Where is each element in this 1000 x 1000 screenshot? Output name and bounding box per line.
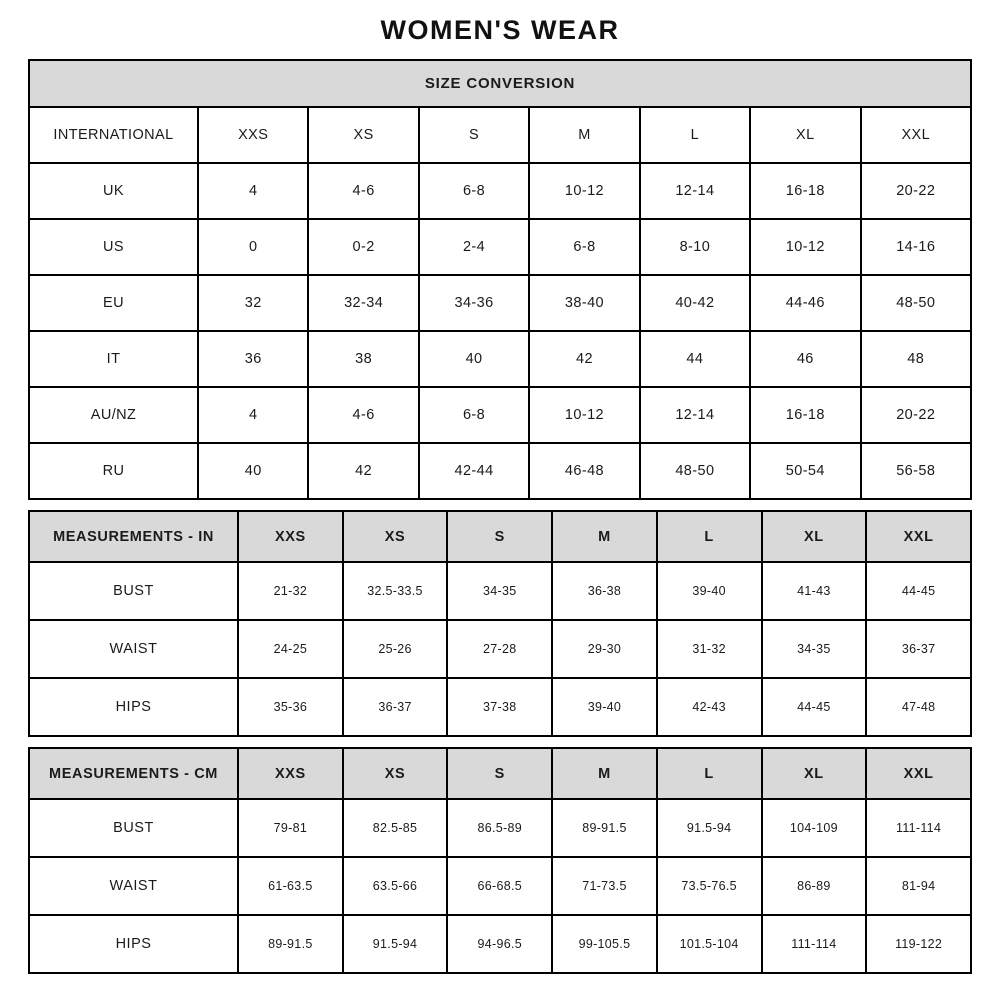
measure-cell: 66-68.5: [447, 857, 552, 915]
size-cell: 12-14: [640, 387, 750, 443]
column-header-xxl: XXL: [866, 748, 971, 799]
size-cell: 50-54: [750, 443, 860, 499]
column-header-m: M: [552, 748, 657, 799]
size-cell: 42: [308, 443, 418, 499]
measure-cell: 35-36: [238, 678, 343, 736]
size-cell: 48-50: [640, 443, 750, 499]
measure-cell: 32.5-33.5: [343, 562, 448, 620]
measure-cell: 89-91.5: [238, 915, 343, 973]
measure-cell: 99-105.5: [552, 915, 657, 973]
measure-cell: 91.5-94: [343, 915, 448, 973]
row-label: WAIST: [29, 857, 238, 915]
measure-cell: 61-63.5: [238, 857, 343, 915]
size-cell: 40: [419, 331, 529, 387]
table-row-ru: [29, 443, 971, 499]
table-row-us: [29, 219, 971, 275]
measure-cell: 34-35: [447, 562, 552, 620]
measurements-cm-table: [28, 747, 972, 974]
table-row: [29, 107, 971, 163]
size-cell: 14-16: [861, 219, 971, 275]
column-header-xl: XL: [762, 748, 867, 799]
row-label: WAIST: [29, 620, 238, 678]
column-header-m: M: [552, 511, 657, 562]
size-cell: 56-58: [861, 443, 971, 499]
size-cell: 16-18: [750, 163, 860, 219]
measurements-in-table: [28, 510, 972, 737]
column-header-xl: XL: [750, 107, 860, 163]
size-cell: 44-46: [750, 275, 860, 331]
row-label: RU: [29, 443, 198, 499]
measure-cell: 71-73.5: [552, 857, 657, 915]
measurements-cm-header: MEASUREMENTS - CM: [29, 748, 238, 799]
table-row-hips: [29, 915, 971, 973]
row-label: HIPS: [29, 915, 238, 973]
measure-cell: 91.5-94: [657, 799, 762, 857]
size-cell: 48: [861, 331, 971, 387]
size-cell: 10-12: [529, 387, 639, 443]
column-header-xs: XS: [308, 107, 418, 163]
size-cell: 48-50: [861, 275, 971, 331]
measure-cell: 29-30: [552, 620, 657, 678]
column-header-xl: XL: [762, 511, 867, 562]
row-label: BUST: [29, 799, 238, 857]
column-header-l: L: [657, 511, 762, 562]
table-banner-row: [29, 60, 971, 107]
page-title: WOMEN'S WEAR: [380, 15, 620, 45]
measure-cell: 94-96.5: [447, 915, 552, 973]
measure-cell: 119-122: [866, 915, 971, 973]
column-header-m: M: [529, 107, 639, 163]
size-conversion-table: [28, 59, 972, 500]
measure-cell: 31-32: [657, 620, 762, 678]
table-row-it: [29, 331, 971, 387]
measure-cell: 36-37: [866, 620, 971, 678]
table-row-aunz: [29, 387, 971, 443]
measure-cell: 36-38: [552, 562, 657, 620]
size-cell: 0-2: [308, 219, 418, 275]
table-row-waist: [29, 857, 971, 915]
measure-cell: 41-43: [762, 562, 867, 620]
measure-cell: 44-45: [866, 562, 971, 620]
column-header-s: S: [447, 511, 552, 562]
column-header-international: INTERNATIONAL: [29, 107, 198, 163]
size-cell: 20-22: [861, 163, 971, 219]
size-cell: 8-10: [640, 219, 750, 275]
size-cell: 16-18: [750, 387, 860, 443]
table-header-row: [29, 748, 971, 799]
column-header-xs: XS: [343, 748, 448, 799]
measure-cell: 79-81: [238, 799, 343, 857]
column-header-xs: XS: [343, 511, 448, 562]
measure-cell: 86-89: [762, 857, 867, 915]
measure-cell: 27-28: [447, 620, 552, 678]
size-cell: 10-12: [750, 219, 860, 275]
column-header-xxs: XXS: [238, 511, 343, 562]
size-cell: 10-12: [529, 163, 639, 219]
measure-cell: 25-26: [343, 620, 448, 678]
size-cell: 6-8: [529, 219, 639, 275]
size-cell: 46: [750, 331, 860, 387]
size-cell: 4-6: [308, 163, 418, 219]
size-cell: 6-8: [419, 387, 529, 443]
column-header-l: L: [657, 748, 762, 799]
size-cell: 38: [308, 331, 418, 387]
measure-cell: 63.5-66: [343, 857, 448, 915]
size-cell: 40: [198, 443, 308, 499]
size-conversion-header: SIZE CONVERSION: [29, 60, 971, 107]
measure-cell: 44-45: [762, 678, 867, 736]
size-cell: 40-42: [640, 275, 750, 331]
measure-cell: 104-109: [762, 799, 867, 857]
column-header-s: S: [447, 748, 552, 799]
table-row-bust: [29, 562, 971, 620]
measure-cell: 39-40: [552, 678, 657, 736]
table-row-eu: [29, 275, 971, 331]
size-cell: 42: [529, 331, 639, 387]
row-label: IT: [29, 331, 198, 387]
measure-cell: 101.5-104: [657, 915, 762, 973]
measure-cell: 37-38: [447, 678, 552, 736]
measure-cell: 86.5-89: [447, 799, 552, 857]
table-row-bust: [29, 799, 971, 857]
table-row-hips: [29, 678, 971, 736]
column-header-xxl: XXL: [866, 511, 971, 562]
size-cell: 36: [198, 331, 308, 387]
size-cell: 0: [198, 219, 308, 275]
size-cell: 4-6: [308, 387, 418, 443]
measure-cell: 89-91.5: [552, 799, 657, 857]
measure-cell: 81-94: [866, 857, 971, 915]
size-cell: 4: [198, 387, 308, 443]
row-label: EU: [29, 275, 198, 331]
size-cell: 6-8: [419, 163, 529, 219]
size-cell: 38-40: [529, 275, 639, 331]
table-header-row: [29, 511, 971, 562]
row-label: US: [29, 219, 198, 275]
measure-cell: 73.5-76.5: [657, 857, 762, 915]
column-header-l: L: [640, 107, 750, 163]
size-cell: 32-34: [308, 275, 418, 331]
size-cell: 2-4: [419, 219, 529, 275]
size-cell: 44: [640, 331, 750, 387]
size-cell: 46-48: [529, 443, 639, 499]
measure-cell: 42-43: [657, 678, 762, 736]
measure-cell: 111-114: [866, 799, 971, 857]
measure-cell: 39-40: [657, 562, 762, 620]
measure-cell: 34-35: [762, 620, 867, 678]
measure-cell: 82.5-85: [343, 799, 448, 857]
measure-cell: 21-32: [238, 562, 343, 620]
measure-cell: 111-114: [762, 915, 867, 973]
table-row-waist: [29, 620, 971, 678]
column-header-xxs: XXS: [238, 748, 343, 799]
table-row-uk: [29, 163, 971, 219]
row-label: HIPS: [29, 678, 238, 736]
size-cell: 4: [198, 163, 308, 219]
row-label: UK: [29, 163, 198, 219]
measure-cell: 36-37: [343, 678, 448, 736]
row-label: BUST: [29, 562, 238, 620]
column-header-xxl: XXL: [861, 107, 971, 163]
measure-cell: 24-25: [238, 620, 343, 678]
measure-cell: 47-48: [866, 678, 971, 736]
size-cell: 20-22: [861, 387, 971, 443]
row-label: AU/NZ: [29, 387, 198, 443]
column-header-s: S: [419, 107, 529, 163]
column-header-xxs: XXS: [198, 107, 308, 163]
size-cell: 34-36: [419, 275, 529, 331]
size-cell: 32: [198, 275, 308, 331]
size-cell: 42-44: [419, 443, 529, 499]
size-cell: 12-14: [640, 163, 750, 219]
measurements-in-header: MEASUREMENTS - IN: [29, 511, 238, 562]
